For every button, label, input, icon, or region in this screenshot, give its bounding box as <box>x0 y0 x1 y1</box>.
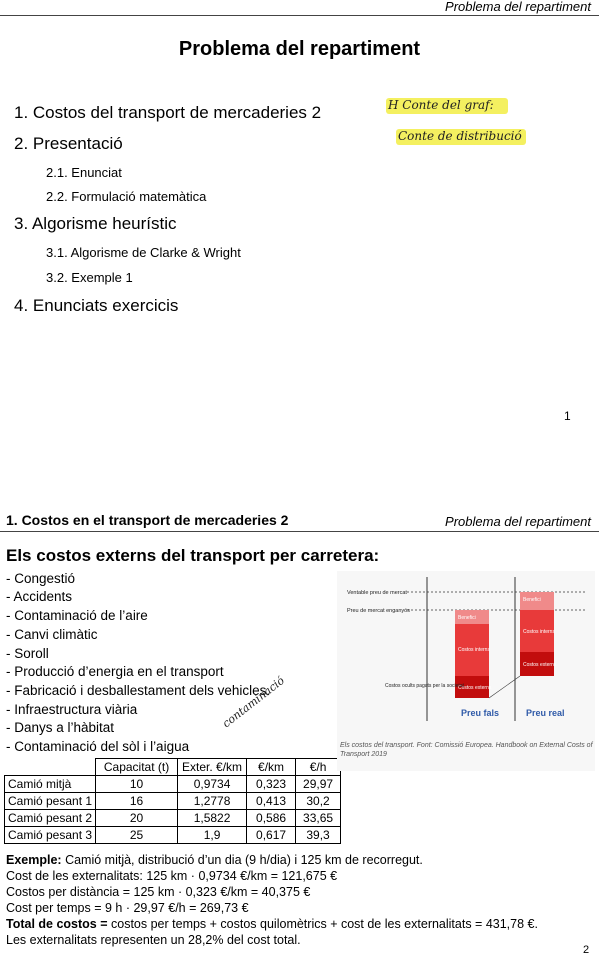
table-cell: 0,9734 <box>178 776 247 793</box>
table-cell: 39,3 <box>296 827 341 844</box>
page2-number: 2 <box>583 944 590 956</box>
table-header-cell <box>5 759 96 776</box>
figure-label-benefici-right: Benefici <box>523 597 541 603</box>
table-cell: Camió pesant 1 <box>5 793 96 810</box>
bullet-fabricacio: - Fabricació i desballestament dels vehicles. <box>6 683 271 698</box>
table-header-row <box>5 759 341 776</box>
table-cell: Camió pesant 3 <box>5 827 96 844</box>
toc-item-2-1: 2.1. Enunciat <box>46 165 122 180</box>
table-row <box>5 793 341 810</box>
table-cell: 30,2 <box>296 793 341 810</box>
table-header-cell: Capacitat (t) <box>96 759 178 776</box>
table-cell: 16 <box>96 793 178 810</box>
figure-caption: Els costos del transport. Font: Comissió Europea. Handbook on External Costs of Transport 2019 <box>340 742 593 758</box>
figure-label-preu-real: Preu real <box>526 708 565 718</box>
externalities-line: Cost de les externalitats: 125 km · 0,9734 €/km = 121,675 € <box>6 869 338 883</box>
example-line <box>6 853 423 867</box>
table-cell: 29,97 <box>296 776 341 793</box>
table-cell: 10 <box>96 776 178 793</box>
distance-cost-line: Costos per distància = 125 km · 0,323 €/km = 40,375 € <box>6 885 311 899</box>
handwritten-note-1: H Conte del graf: <box>388 98 494 112</box>
table-cell: 0,586 <box>247 810 296 827</box>
total-text: costos per temps + costos quilomètrics + cost de les externalitats = 431,78 €. <box>107 917 538 931</box>
toc-item-4: 4. Enunciats exercicis <box>14 296 179 315</box>
table-cell: 33,65 <box>296 810 341 827</box>
bullet-produccio-energia: - Producció d’energia en el transport <box>6 664 224 679</box>
bullet-canvi-climatic: - Canvi climàtic <box>6 627 98 642</box>
page1-header: Problema del repartiment <box>445 0 591 14</box>
toc-item-3-1: 3.1. Algorisme de Clarke & Wright <box>46 245 241 260</box>
table-row <box>5 810 341 827</box>
table-cell: 1,9 <box>178 827 247 844</box>
table-cell: 25 <box>96 827 178 844</box>
table-header-cell: €/h <box>296 759 341 776</box>
page1-header-rule <box>0 15 599 16</box>
table-cell: 1,5822 <box>178 810 247 827</box>
figure-label-wrong-price: Preu de mercat enganyós <box>347 608 410 614</box>
figure-label-benefici-left: Benefici <box>458 615 476 621</box>
page1-title: Problema del repartiment <box>178 38 421 60</box>
page2-header: Problema del repartiment <box>445 514 591 529</box>
handwritten-note-2: Conte de distribució <box>398 129 522 143</box>
table-row <box>5 776 341 793</box>
table-cell: Camió mitjà <box>5 776 96 793</box>
figure-label-preu-fals: Preu fals <box>461 708 500 718</box>
figure-label-externs-right: Costos externs <box>523 662 557 668</box>
page2-header-rule <box>0 531 599 532</box>
bullet-soroll: - Soroll <box>6 646 49 661</box>
figure-label-true-price: Ventable preu de mercat <box>347 590 407 596</box>
example-text: Camió mitjà, distribució d’un dia (9 h/dia) i 125 km de recorregut. <box>61 853 423 867</box>
page2-subtitle: Els costos externs del transport per carretera: <box>6 546 380 565</box>
table-row <box>5 827 341 844</box>
table-cell: Camió pesant 2 <box>5 810 96 827</box>
page2-section-title: 1. Costos en el transport de mercaderies 2 <box>6 512 289 528</box>
toc-item-3-2: 3.2. Exemple 1 <box>46 270 133 285</box>
bullet-contaminacio-sol: - Contaminació del sòl i l’aigua <box>6 739 190 754</box>
example-label: Exemple: <box>6 853 62 867</box>
table-cell: 1,2778 <box>178 793 247 810</box>
table-cell: 20 <box>96 810 178 827</box>
table-header-cell: Exter. €/km <box>178 759 247 776</box>
figure-label-interns-left: Costos interns <box>458 647 490 653</box>
toc-item-3: 3. Algorisme heurístic <box>14 214 177 233</box>
figure-label-interns-right: Costos interns <box>523 629 555 635</box>
table-cell: 0,323 <box>247 776 296 793</box>
page1-number: 1 <box>564 409 571 423</box>
bullet-infraestructura: - Infraestructura viària <box>6 702 138 717</box>
table-header-cell: €/km <box>247 759 296 776</box>
figure-label-externs-left: Costos externs <box>458 685 492 691</box>
toc-item-2: 2. Presentació <box>14 134 123 153</box>
bullet-danys-habitat: - Danys a l’hàbitat <box>6 720 115 735</box>
bullet-congestio: - Congestió <box>6 571 76 586</box>
table-cell: 0,617 <box>247 827 296 844</box>
final-line: Les externalitats representen un 28,2% del cost total. <box>6 933 301 947</box>
toc-item-2-2: 2.2. Formulació matemàtica <box>46 189 207 204</box>
handwritten-contaminacio: contaminació <box>220 673 287 731</box>
cost-table <box>4 758 341 844</box>
bullet-accidents: - Accidents <box>6 589 73 604</box>
total-label: Total de costos = <box>6 917 108 931</box>
bullet-contaminacio-aire: - Contaminació de l’aire <box>6 608 148 623</box>
total-line <box>6 917 538 931</box>
time-cost-line: Cost per temps = 9 h · 29,97 €/h = 269,73 € <box>6 901 249 915</box>
table-cell: 0,413 <box>247 793 296 810</box>
toc-item-1: 1. Costos del transport de mercaderies 2 <box>14 103 322 122</box>
figure-label-hidden: Costos ocults pagats per la societat <box>385 683 464 689</box>
